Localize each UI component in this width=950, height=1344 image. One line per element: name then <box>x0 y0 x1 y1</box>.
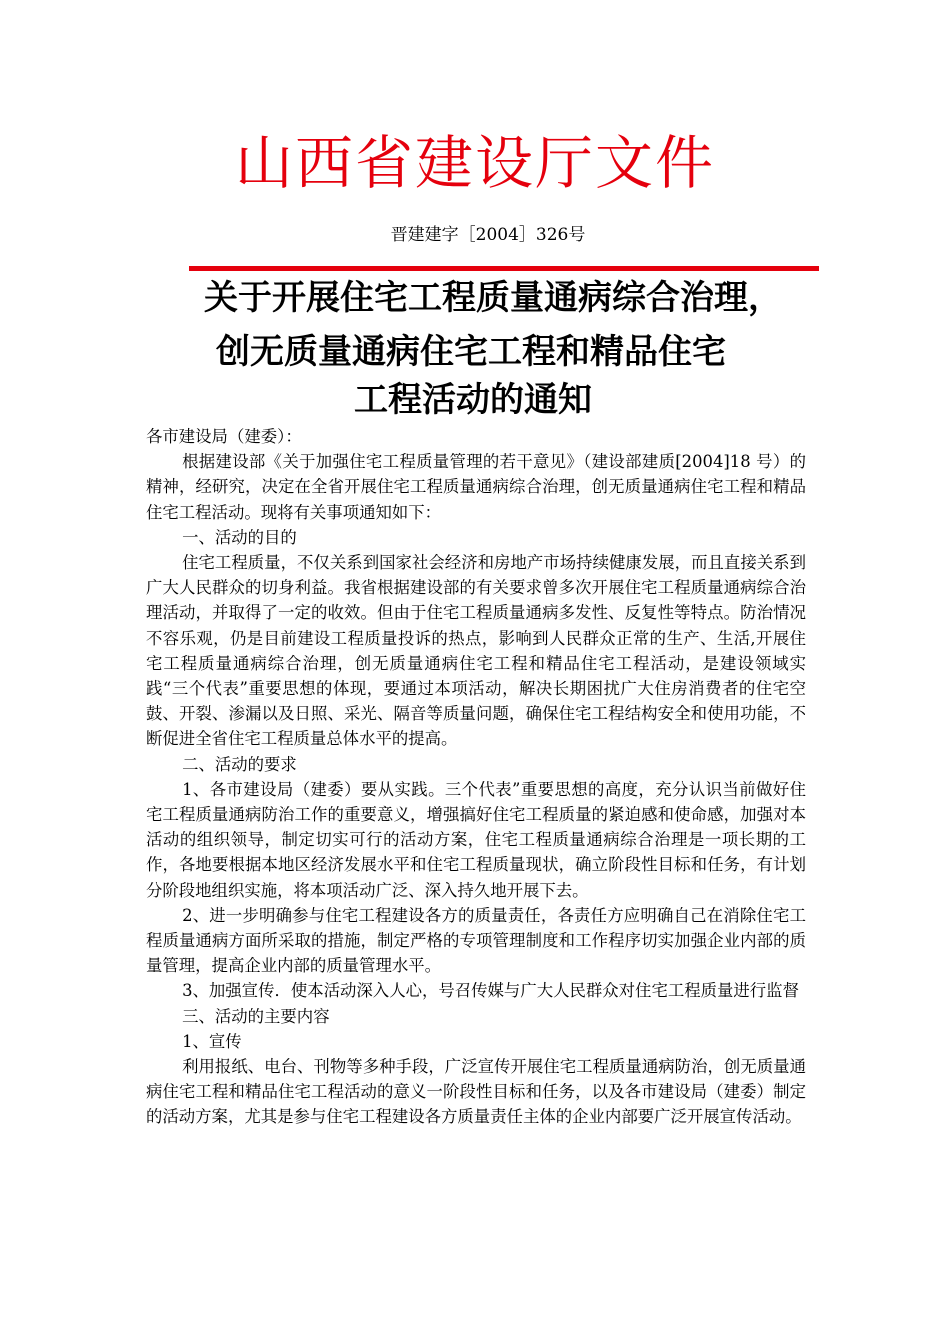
purpose-paragraph: 住宅工程质量，不仅关系到国家社会经济和房地产市场持续健康发展，而且直接关系到广大人民群众的切身利益。我省根据建设部的有关要求曾多次开展住宅工程质量通病综合治理活动，并取得了一定的收效。但由于住宅工程质量通病多发性、反复性等特点。防治情况不容乐观，仍是目前建设工程质量投诉的热点，影响到人民群众正常的生产、生活,开展住宅工程质量通病综合治理，创无质量通病住宅工程和精品住宅工程活动，是建设领域实践“三个代表”重要思想的体现，要通过本项活动，解决长期困扰广大住房消费者的住宅空鼓、开裂、渗漏以及日照、采光、隔音等质量问题，确保住宅工程结构安全和使用功能，不断促进全省住宅工程质量总体水平的提高。 <box>146 553 806 749</box>
requirement-item-2: 2、进一步明确参与住宅工程建设各方的质量责任，各责任方应明确自己在消除住宅工程质量通病方面所采取的措施，制定严格的专项管理制度和工作程序切实加强企业内部的质量管理，提高企业内部的质量管理水平。 <box>146 905 806 976</box>
intro-paragraph: 根据建设部《关于加强住宅工程质量管理的若干意见》（建设部建质[2004]18 号）的精神，经研究，决定在全省开展住宅工程质量通病综合治理，创无质量通病住宅工程和精品住宅工程活动。现将有关事项通知如下： <box>146 452 806 522</box>
publicity-paragraph: 利用报纸、电台、刊物等多种手段，广泛宣传开展住宅工程质量通病防治，创无质量通病住宅工程和精品住宅工程活动的意义一阶段性目标和任务，以及各市建设局（建委）制定的活动方案，尤其是参与住宅工程建设各方质量责任主体的企业内部要广泛开展宣传活动。 <box>146 1057 806 1127</box>
notice-title-line-1: 关于开展住宅工程质量通病综合治理， <box>204 278 782 318</box>
requirement-item-1: 1、各市建设局（建委）要从实践。三个代表”重要思想的高度，充分认识当前做好住宅工程质量通病防治工作的重要意义，增强搞好住宅工程质量的紧迫感和使命感，加强对本活动的组织领导，制定切实可行的活动方案，住宅工程质量通病综合治理是一项长期的工作，各地要根据本地区经济发展水平和住宅工程质量现状，确立阶段性目标和任务，有计划分阶段地组织实施，将本项活动广泛、深入持久地开展下去。 <box>146 779 806 900</box>
section-heading-requirements: 二、活动的要求 <box>182 754 297 774</box>
document-number: 晋建建字［2004］326号 <box>390 225 586 245</box>
addressee: 各市建设局（建委）： <box>146 427 302 446</box>
notice-title-line-3: 工程活动的通知 <box>354 380 592 420</box>
section-heading-content: 三、活动的主要内容 <box>182 1006 330 1026</box>
section-heading-purpose: 一、活动的目的 <box>182 527 297 547</box>
content-subheading-publicity: 1、宣传 <box>182 1031 242 1051</box>
notice-title-line-2: 创无质量通病住宅工程和精品住宅 <box>216 332 726 372</box>
red-divider-rule <box>189 266 819 271</box>
document-header-title: 山西省建设厅文件 <box>234 129 715 197</box>
notice-body <box>146 424 806 1130</box>
requirement-item-3: 3、加强宣传．使本活动深入人心，号召传媒与广大人民群众对住宅工程质量进行监督 <box>182 981 799 1001</box>
